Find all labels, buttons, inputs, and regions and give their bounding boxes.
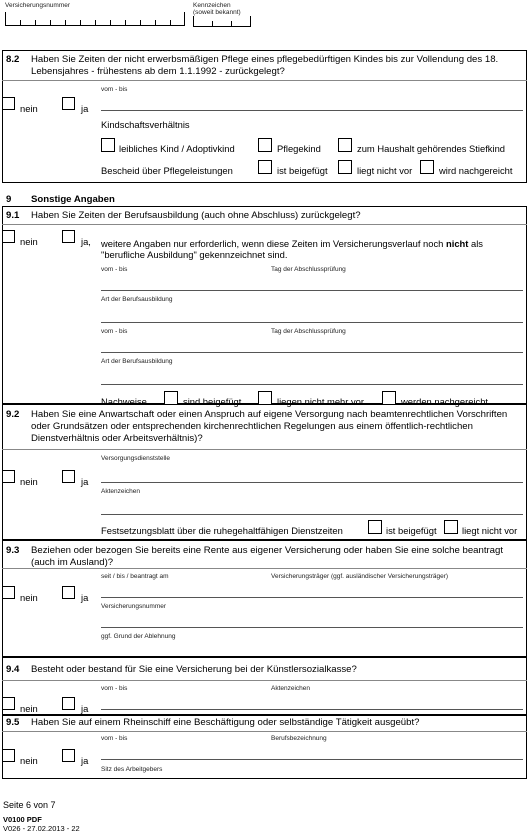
ja-label-9-4: ja: [81, 703, 89, 714]
nein-checkbox-9-4[interactable]: [2, 697, 15, 710]
akten-label-9-2: Aktenzeichen: [101, 488, 141, 495]
sitz-label: Sitz des Arbeitgebers: [101, 766, 163, 773]
bescheid-nachgereicht-label: wird nachgereicht: [439, 165, 513, 176]
vom-bis-field-8-2[interactable]: [101, 110, 523, 111]
ja-label-8-2: ja: [81, 103, 89, 114]
ja-label-9-5: ja: [81, 755, 89, 766]
akten-field-9-2[interactable]: [101, 514, 523, 515]
vom-bis-label-9-5: vom - bis: [101, 735, 128, 742]
nein-checkbox-9-5[interactable]: [2, 749, 15, 762]
ja-checkbox-9-3[interactable]: [62, 586, 75, 599]
vnr-label-9-3: Versicherungsnummer: [101, 603, 167, 610]
festsetzung-beigefuegt-checkbox[interactable]: [368, 520, 382, 534]
art-label-9-1a: Art der Berufsausbildung: [101, 296, 173, 303]
section-9-3-number: 9.3: [6, 545, 20, 556]
traeger-label: Versicherungsträger (ggf. ausländischer Versicherungsträger): [271, 573, 449, 580]
festsetzung-nicht-vor-label: liegt nicht vor: [462, 525, 518, 536]
vom-bis-beruf-field-9-5[interactable]: [101, 759, 523, 760]
art-label-9-1b: Art der Berufsausbildung: [101, 358, 173, 365]
versicherungsnummer-field[interactable]: [5, 12, 185, 26]
pflegekind-checkbox[interactable]: [258, 138, 272, 152]
info-text-9-1: weitere Angaben nur erforderlich, wenn diese Zeiten im Versicherungsverlauf noch nicht als: [101, 238, 483, 249]
vom-bis-field-9-1b[interactable]: [101, 352, 523, 353]
nachweise-nachgereicht-label: werden nachgereicht: [401, 396, 489, 407]
section-9-4-question: Besteht oder bestand für Sie eine Versicherung bei der Künstlersozialkasse?: [31, 664, 357, 675]
kennzeichen-note: (soweit bekannt): [193, 9, 241, 16]
nachweise-beigefuegt-label: sind beigefügt: [183, 396, 242, 407]
vom-bis-label-8-2: vom - bis: [101, 86, 128, 93]
kindschaft-label: Kindschaftsverhältnis: [101, 119, 190, 130]
bescheid-nicht-vor-checkbox[interactable]: [338, 160, 352, 174]
leibliches-kind-label: leibliches Kind / Adoptivkind: [119, 143, 235, 154]
nachweise-nicht-mehr-checkbox[interactable]: [258, 391, 272, 405]
section-9-2-question: Haben Sie eine Anwartschaft oder einen Anspruch auf eigene Versorgung nach beamtenrechtlichen Vorschriften oder Grundsätzen oder entsprechenden kirchenrechtlichen Regelungen aus einem öffentlich-rechtlichen Dienstverhältnis oder Arbeitsverhältnis)?: [31, 409, 508, 444]
nein-label-9-5: nein: [20, 755, 38, 766]
tag-label-9-1a: Tag der Abschlussprüfung: [271, 266, 346, 273]
ja-checkbox-8-2[interactable]: [62, 97, 75, 110]
nachweise-nachgereicht-checkbox[interactable]: [382, 391, 396, 405]
bescheid-beigefuegt-label: ist beigefügt: [277, 165, 328, 176]
nein-label-8-2: nein: [20, 103, 38, 114]
vom-bis-akten-field-9-4[interactable]: [101, 709, 523, 710]
ja-label-9-3: ja: [81, 592, 89, 603]
seit-traeger-field[interactable]: [101, 597, 523, 598]
seit-label: seit / bis / beantragt am: [101, 573, 169, 580]
bescheid-nicht-vor-label: liegt nicht vor: [357, 165, 413, 176]
vom-bis-label-9-1a: vom - bis: [101, 266, 128, 273]
stelle-label: Versorgungsdienststelle: [101, 455, 171, 462]
nachweise-label: Nachweise: [101, 396, 147, 407]
bescheid-nachgereicht-checkbox[interactable]: [420, 160, 434, 174]
ja-checkbox-9-1[interactable]: [62, 230, 75, 243]
vom-bis-field-9-1a[interactable]: [101, 290, 523, 291]
vom-bis-label-9-1b: vom - bis: [101, 328, 128, 335]
section-9-3-question: Beziehen oder bezogen Sie bereits eine Rente aus eigener Versicherung oder haben Sie eine solche beantragt (auch im Ausland)?: [31, 545, 504, 568]
grund-label: ggf. Grund der Ablehnung: [101, 633, 176, 640]
stelle-field[interactable]: [101, 482, 523, 483]
section-8-2-number: 8.2: [6, 54, 20, 65]
info-text-9-1-line2: "berufliche Ausbildung" gekennzeichnet sind.: [101, 249, 288, 260]
versicherungsnummer-label: Versicherungsnummer: [5, 2, 71, 9]
vnr-field-9-3[interactable]: [101, 627, 523, 628]
form-id: V0100 PDF: [3, 815, 42, 824]
stiefkind-label: zum Haushalt gehörendes Stiefkind: [357, 143, 506, 154]
nein-label-9-1: nein: [20, 236, 38, 247]
festsetzung-beigefuegt-label: ist beigefügt: [386, 525, 437, 536]
section-9-4-number: 9.4: [6, 664, 20, 675]
bescheid-label: Bescheid über Pflegeleistungen: [101, 165, 233, 176]
section-9-5-number: 9.5: [6, 717, 20, 728]
section-9-1-question: Haben Sie Zeiten der Berufsausbildung (auch ohne Abschluss) zurückgelegt?: [31, 210, 361, 221]
ja-checkbox-9-4[interactable]: [62, 697, 75, 710]
nein-checkbox-8-2[interactable]: [2, 97, 15, 110]
section-9-title: Sonstige Angaben: [31, 194, 115, 205]
nachweise-nicht-mehr-label: liegen nicht mehr vor: [277, 396, 365, 407]
festsetzung-label: Festsetzungsblatt über die ruhegehaltfähigen Dienstzeiten: [101, 525, 343, 536]
ja-checkbox-9-5[interactable]: [62, 749, 75, 762]
bescheid-beigefuegt-checkbox[interactable]: [258, 160, 272, 174]
nein-label-9-2: nein: [20, 476, 38, 487]
ja-label-9-1: ja,: [81, 236, 91, 247]
section-8-2-question: Haben Sie Zeiten der nicht erwerbsmäßigen Pflege eines pflegebedürftigen Kindes bis zur Vollendung des 18. Lebensjahres - frühestens ab dem 1.1.1992 - zurückgelegt?: [31, 54, 499, 77]
art-field-9-1b[interactable]: [101, 384, 523, 385]
section-9-2-number: 9.2: [6, 409, 20, 420]
section-9-5-question: Haben Sie auf einem Rheinschiff eine Beschäftigung oder selbständige Tätigkeit ausgeübt?: [31, 717, 420, 728]
form-version: V026 - 27.02.2013 - 22: [3, 824, 80, 833]
nein-checkbox-9-2[interactable]: [2, 470, 15, 483]
nein-checkbox-9-1[interactable]: [2, 230, 15, 243]
nachweise-beigefuegt-checkbox[interactable]: [164, 391, 178, 405]
pflegekind-label: Pflegekind: [277, 143, 321, 154]
kennzeichen-label: Kennzeichen: [193, 2, 231, 9]
festsetzung-nicht-vor-checkbox[interactable]: [444, 520, 458, 534]
tag-label-9-1b: Tag der Abschlussprüfung: [271, 328, 346, 335]
section-9-number: 9: [6, 194, 12, 205]
nein-label-9-4: nein: [20, 703, 38, 714]
ja-checkbox-9-2[interactable]: [62, 470, 75, 483]
art-field-9-1a[interactable]: [101, 322, 523, 323]
akten-label-9-4: Aktenzeichen: [271, 685, 311, 692]
nein-label-9-3: nein: [20, 592, 38, 603]
nein-checkbox-9-3[interactable]: [2, 586, 15, 599]
page-number: Seite 6 von 7: [3, 800, 56, 810]
leibliches-kind-checkbox[interactable]: [101, 138, 115, 152]
kennzeichen-field[interactable]: [193, 16, 251, 27]
section-9-1-number: 9.1: [6, 210, 20, 221]
ja-label-9-2: ja: [81, 476, 89, 487]
beruf-label: Berufsbezeichnung: [271, 735, 327, 742]
vom-bis-label-9-4: vom - bis: [101, 685, 128, 692]
stiefkind-checkbox[interactable]: [338, 138, 352, 152]
